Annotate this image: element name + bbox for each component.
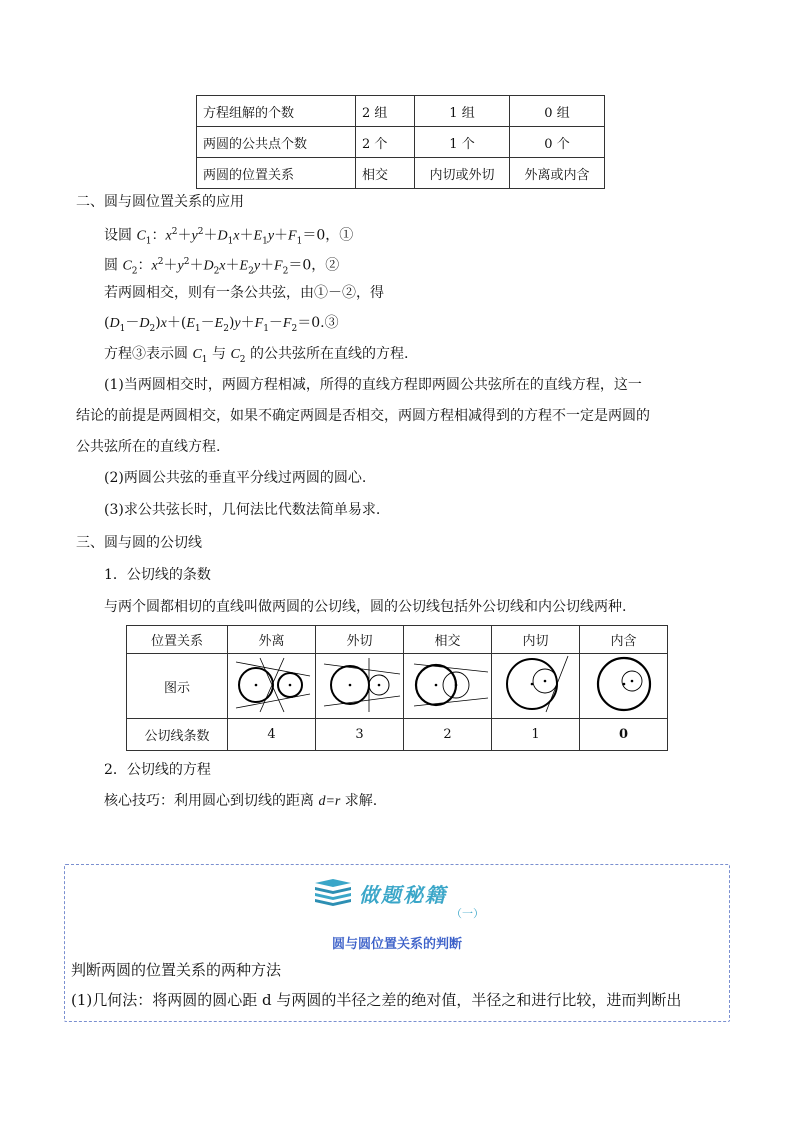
table-cell: 2 xyxy=(404,719,492,751)
table-cell: 0 个 xyxy=(510,127,605,158)
intersecting-circles-diagram xyxy=(406,654,490,714)
table-cell xyxy=(228,654,316,719)
text: 圆 xyxy=(104,257,123,274)
banner-subtitle: （一） xyxy=(451,907,484,920)
section-heading: 二、圆与圆位置关系的应用 xyxy=(76,194,244,210)
table-row xyxy=(127,626,668,654)
text: .③ xyxy=(320,315,339,331)
paragraph: 与两个圆都相切的直线叫做两圆的公切线，圆的公切线包括外公切线和内公切线两种. xyxy=(104,599,627,615)
table-row xyxy=(197,158,605,189)
math-text: d=r xyxy=(318,794,341,809)
table-cell: 位置关系 xyxy=(127,626,228,654)
table-cell: 3 xyxy=(316,719,404,751)
text: 核心技巧：利用圆心到切线的距离 xyxy=(104,793,319,809)
table-cell: 外切 xyxy=(316,626,404,654)
equation-c2: 圆 $C_2$：$x^2+y^2+D_2x+E_2y+F_2=0$，② xyxy=(104,257,340,277)
topic-title: 圆与圆位置关系的判断 xyxy=(331,937,462,952)
table-cell: 0 组 xyxy=(510,96,605,127)
text: 设圆 xyxy=(104,227,137,244)
table-cell: 图示 xyxy=(127,654,228,719)
table-row xyxy=(197,127,605,158)
subheading: 2．公切线的方程 xyxy=(104,762,211,778)
table-row xyxy=(197,96,605,127)
table-cell: 4 xyxy=(228,719,316,751)
table-cell: 外离 xyxy=(228,626,316,654)
paragraph: (1)当两圆相交时，两圆方程相减，所得的直线方程即两圆公共弦所在的直线方程，这一 xyxy=(104,377,642,393)
table-cell: 2 个 xyxy=(356,127,415,158)
table-cell: 1 个 xyxy=(415,127,510,158)
table-cell: 两圆的位置关系 xyxy=(197,158,356,189)
text: 与 xyxy=(207,346,231,362)
paragraph: 判断两圆的位置关系的两种方法 xyxy=(71,961,282,979)
internal-tangent-diagram xyxy=(494,654,578,714)
tangent-count-table xyxy=(126,625,668,751)
paragraph: (2)两圆公共弦的垂直平分线过两圆的圆心. xyxy=(104,470,367,486)
table-cell xyxy=(580,654,668,719)
table-cell: 内切或外切 xyxy=(415,158,510,189)
table-cell: 1 xyxy=(492,719,580,751)
table-cell: 2 组 xyxy=(356,96,415,127)
paragraph: 结论的前提是两圆相交，如果不确定两圆是否相交，两圆方程相减得到的方程不一定是两圆的 xyxy=(76,408,650,424)
text: ，② xyxy=(311,257,340,274)
table-row xyxy=(127,654,668,719)
banner-title: 做题秘籍 xyxy=(359,883,447,907)
text: ，① xyxy=(325,227,354,244)
text: 求解. xyxy=(340,793,378,809)
paragraph: 方程③表示圆 $C_1$ 与 $C_2$ 的公共弦所在直线的方程. xyxy=(104,346,409,365)
table-cell: 0 xyxy=(580,719,668,751)
table-row xyxy=(127,719,668,751)
equation-c1: 设圆 $C_1$：$x^2+y^2+D_1x+E_1y+F_1=0$，① xyxy=(104,227,354,247)
text: 的公共弦所在直线的方程. xyxy=(245,346,409,362)
table-cell: 相交 xyxy=(404,626,492,654)
table-cell: 1 组 xyxy=(415,96,510,127)
equation-chord: $(D_1-D_2)x+(E_1-E_2)y+F_1-F_2=0.③$ xyxy=(104,315,339,334)
table-cell: 相交 xyxy=(356,158,415,189)
tips-box xyxy=(64,864,730,1022)
table-cell xyxy=(316,654,404,719)
subheading: 1．公切线的条数 xyxy=(104,567,211,583)
paragraph: (1)几何法：将两圆的圆心距 d 与两圆的半径之差的绝对值，半径之和进行比较，进而判断出 xyxy=(71,991,682,1009)
separate-circles-diagram xyxy=(230,654,314,714)
contained-circles-diagram xyxy=(582,654,666,714)
table-cell xyxy=(492,654,580,719)
text: 方程③表示圆 xyxy=(104,346,193,362)
table-cell: 公切线条数 xyxy=(127,719,228,751)
table-cell: 内含 xyxy=(580,626,668,654)
table-cell: 两圆的公共点个数 xyxy=(197,127,356,158)
solution-count-table xyxy=(196,95,605,189)
table-cell: 外离或内含 xyxy=(510,158,605,189)
table-cell: 内切 xyxy=(492,626,580,654)
paragraph: 若两圆相交，则有一条公共弦，由①－②，得 xyxy=(104,285,384,301)
paragraph: 公共弦所在的直线方程. xyxy=(76,439,221,455)
paragraph: (3)求公共弦长时，几何法比代数法简单易求. xyxy=(104,502,381,518)
paragraph xyxy=(104,791,377,812)
table-cell xyxy=(404,654,492,719)
external-tangent-diagram xyxy=(318,654,402,714)
book-stack-icon xyxy=(313,877,353,911)
section-heading: 三、圆与圆的公切线 xyxy=(76,535,202,551)
table-cell: 方程组解的个数 xyxy=(197,96,356,127)
